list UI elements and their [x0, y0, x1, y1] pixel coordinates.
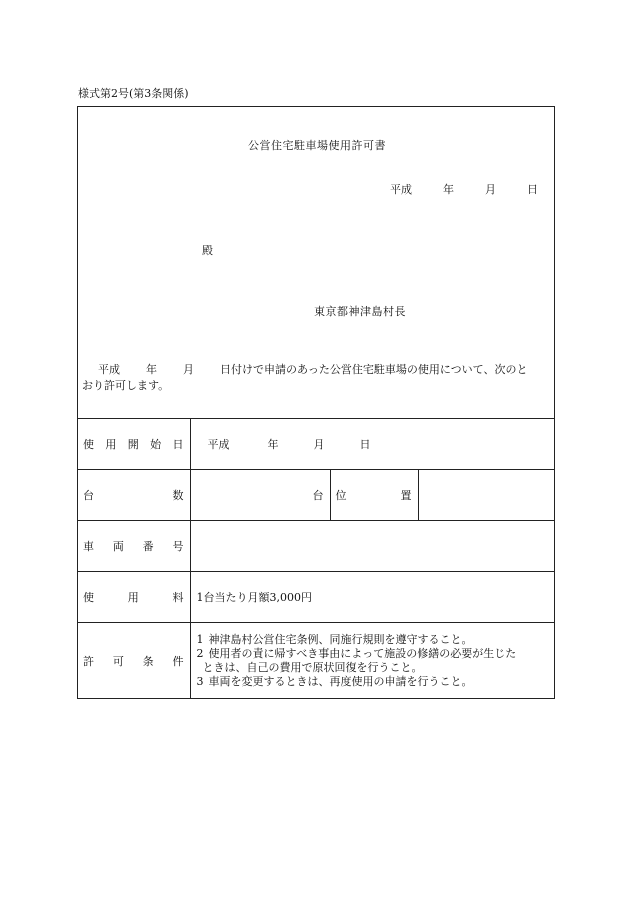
permit-details-table	[78, 418, 554, 699]
start-date-label	[78, 419, 190, 470]
day-label: 日	[527, 183, 538, 196]
body-sentence: 日付けで申請のあった公営住宅駐車場の使用について、次のと	[220, 363, 528, 376]
condition-number: 2	[196, 647, 204, 660]
body-sentence-end: おり許可します。	[82, 379, 170, 392]
label-char: 台	[83, 489, 94, 502]
body-year: 年	[146, 363, 157, 376]
fee-amount: 1台当たり月額3,000円	[196, 591, 312, 604]
label-char: 位	[335, 489, 347, 502]
vehicle-number-value	[190, 521, 554, 572]
table-row-conditions	[78, 623, 554, 700]
label-char: 置	[400, 489, 412, 502]
start-day: 日	[359, 438, 371, 451]
body-era: 平成	[98, 363, 120, 376]
label-char: 件	[172, 655, 184, 668]
condition-number: 3	[196, 675, 204, 688]
body-month: 月	[183, 363, 194, 376]
label-char: 可	[112, 655, 124, 668]
vehicle-number-label	[78, 521, 190, 572]
fee-value	[190, 572, 554, 623]
label-char: 用	[127, 591, 139, 604]
permit-form-frame	[77, 106, 555, 699]
location-value	[418, 470, 554, 521]
year-label: 年	[443, 183, 454, 196]
permit-body-text	[82, 362, 550, 394]
issuer-name: 東京都神津島村長	[314, 305, 406, 318]
table-row-fee	[78, 572, 554, 623]
label-char: 両	[112, 540, 124, 553]
label-char: 始	[150, 438, 162, 451]
table-row-vehicle	[78, 521, 554, 572]
addressee-honorific: 殿	[202, 244, 213, 257]
condition-text: 車両を変更するときは、再度使用の申請を行うこと。	[208, 675, 473, 688]
label-char: 号	[172, 540, 184, 553]
fee-label	[78, 572, 190, 623]
count-unit: 台	[312, 489, 324, 502]
label-char: 開	[127, 438, 139, 451]
conditions-label	[78, 623, 190, 700]
start-month: 月	[313, 438, 325, 451]
conditions-value	[190, 623, 554, 700]
label-char: 使	[83, 591, 94, 604]
label-char: 許	[83, 655, 94, 668]
label-char: 数	[172, 489, 184, 502]
start-date-value	[190, 419, 554, 470]
count-value	[190, 470, 330, 521]
condition-item	[197, 647, 549, 675]
condition-number: 1	[196, 633, 204, 646]
location-label	[330, 470, 418, 521]
label-char: 料	[172, 591, 184, 604]
condition-text: 神津島村公営住宅条例、同施行規則を遵守すること。	[208, 633, 473, 646]
era-label: 平成	[390, 183, 412, 196]
label-char: 使	[83, 438, 94, 451]
start-era: 平成	[207, 438, 230, 451]
label-char: 車	[83, 540, 94, 553]
month-label: 月	[485, 183, 496, 196]
count-label	[78, 470, 190, 521]
label-char: 用	[105, 438, 117, 451]
condition-item	[197, 675, 549, 689]
start-year: 年	[267, 438, 279, 451]
document-title: 公営住宅駐車場使用許可書	[248, 139, 386, 152]
condition-text: 使用者の責に帰すべき事由によって施設の修繕の必要が生じた	[208, 647, 517, 660]
label-char: 番	[142, 540, 154, 553]
condition-text-continued: ときは、自己の費用で原状回復を行うこと。	[202, 661, 423, 674]
label-char: 条	[142, 655, 154, 668]
condition-item	[197, 633, 549, 647]
form-number-label: 様式第2号(第3条関係)	[78, 87, 189, 100]
issue-date-line	[390, 181, 538, 197]
table-row-count-location	[78, 470, 554, 521]
table-row-start-date	[78, 419, 554, 470]
label-char: 日	[172, 438, 184, 451]
